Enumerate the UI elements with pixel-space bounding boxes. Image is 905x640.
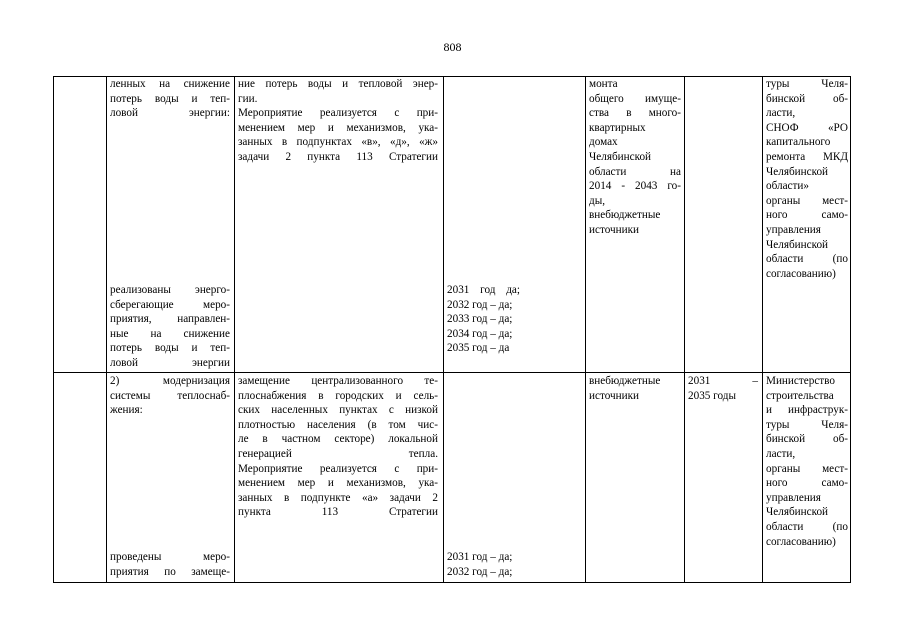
row2-col6: 2031 – 2035 годы [688,375,758,402]
column-divider [762,76,763,583]
row1-col2-bottom: реализованы энерго- сберегающие меро- приятия, направлен- ные на снижение потерь воды и теп- ловой энергии [110,284,230,369]
row1-col4: 2031 год да; 2032 год – да; 2033 год – да; 2034 год – да; 2035 год – да [447,284,521,355]
table-border [850,76,851,583]
table-border [53,582,851,583]
column-divider [684,76,685,583]
row2-col2-bottom: проведены меро- приятия по замеще- [110,551,230,578]
document-table [53,76,851,583]
row-divider [53,372,851,373]
page-number: 808 [443,40,462,54]
row2-col3: замещение централизованного те- плоснабжения в городских и сель- ских населенных пунктах с низкой плотностью населения (в том чис- ле в частном секторе) локальной генерацией тепла. Мероприятие реализуется с при- менением мер и механизмов, ука- занных в подпункте «а» задачи 2 пункта 113 Стратегии [238,375,438,519]
row2-col5: внебюджетные источники [589,375,661,402]
column-divider [585,76,586,583]
row1-col7: туры Челя- бинской об- ласти, СНОФ «РО капитального ремонта МКД Челябинской области» органы мест- ного само- управления Челябинской области (по согласованию) [766,78,848,280]
column-divider [234,76,235,583]
column-divider [106,76,107,583]
row1-col5: монта общего имуще- ства в много- квартирных домах Челябинской области на 2014 - 2043 го- ды, внебюджетные источники [589,78,681,236]
table-border [53,76,54,583]
row1-col2-top: ленных на снижение потерь воды и теп- ловой энергии: [110,78,230,120]
row2-col4: 2031 год – да; 2032 год – да; [447,551,513,578]
column-divider [443,76,444,583]
row2-col2-top: 2) модернизация системы теплоснаб- жения: [110,375,230,417]
row2-col7: Министерство строительства и инфраструк- туры Челя- бинской об- ласти, органы мест- ного само- управления Челябинской области (по согласованию) [766,375,848,548]
row1-col3: ние потерь воды и тепловой энер- гии. Мероприятие реализуется с при- менением мер и механизмов, ука- занных в подпунктах «в», «д», «ж» задачи 2 пункта 113 Стратегии [238,78,438,163]
